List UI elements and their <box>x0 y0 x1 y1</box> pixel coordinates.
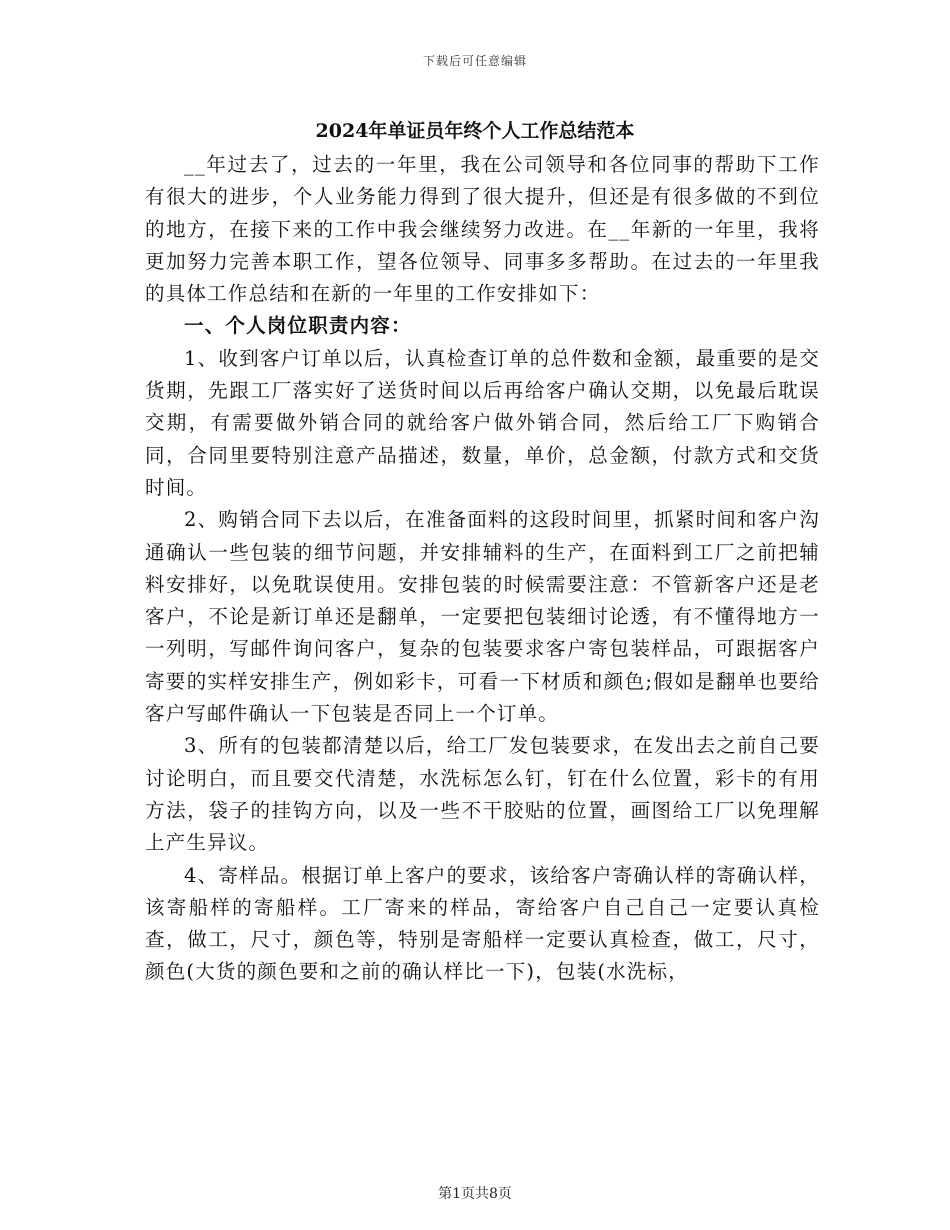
list-item: 1、收到客户订单以后，认真检查订单的总件数和金额，最重要的是交货期，先跟工厂落实好了送货时间以后再给客户确认交期，以免最后耽误交期，有需要做外销合同的就给客户做外销合同，然后给工厂下购销合同，合同里要特别注意产品描述，数量，单价，总金额，付款方式和交货时间。 <box>145 346 820 499</box>
list-item: 2、购销合同下去以后，在准备面料的这段时间里，抓紧时间和客户沟通确认一些包装的细节问题，并安排辅料的生产，在面料到工厂之前把辅料安排好，以免耽误使用。安排包装的时候需要注意：不管新客户还是老客户，不论是新订单还是翻单，一定要把包装细讨论透，有不懂得地方一一列明，写邮件询问客户，复杂的包装要求客户寄包装样品，可跟据客户寄要的实样安排生产，例如彩卡，可看一下材质和颜色;假如是翻单也要给客户写邮件确认一下包装是否同上一个订单。 <box>145 508 820 726</box>
intro-paragraph: __年过去了，过去的一年里，我在公司领导和各位同事的帮助下工作有很大的进步，个人业务能力得到了很大提升，但还是有很多做的不到位的地方，在接下来的工作中我会继续努力改进。在__年新的一年里，我将更加努力完善本职工作，望各位领导、同事多多帮助。在过去的一年里我的具体工作总结和在新的一年里的工作安排如下： <box>145 153 820 306</box>
list-item: 3、所有的包装都清楚以后，给工厂发包装要求，在发出去之前自己要讨论明白，而且要交代清楚，水洗标怎么钉，钉在什么位置，彩卡的有用方法，袋子的挂钩方向，以及一些不干胶贴的位置，画图给工厂以免理解上产生异议。 <box>145 734 820 855</box>
page-title: 2024年单证员年终个人工作总结范本 <box>315 120 635 142</box>
page-header-note: 下载后可任意编辑 <box>422 54 527 68</box>
page-number: 第1页共8页 <box>438 1186 512 1202</box>
list-item: 4、寄样品。根据订单上客户的要求，该给客户寄确认样的寄确认样，该寄船样的寄船样。工厂寄来的样品，寄给客户自己自己一定要认真检查，做工，尺寸，颜色等，特别是寄船样一定要认真检查，做工，尺寸，颜色(大货的颜色要和之前的确认样比一下)，包装(水洗标， <box>145 863 820 984</box>
section-heading: 一、个人岗位职责内容： <box>184 314 412 338</box>
document-body <box>145 149 820 989</box>
